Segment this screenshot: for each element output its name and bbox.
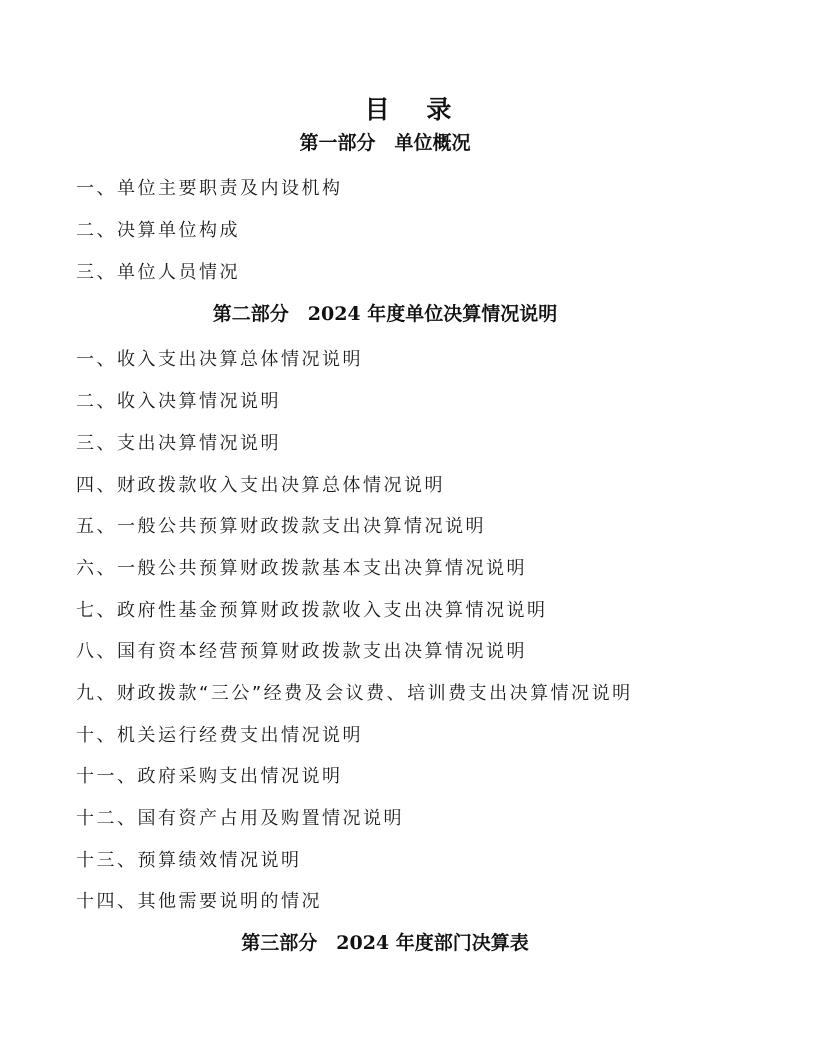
- toc-item: 四、财政拨款收入支出决算总体情况说明: [76, 475, 445, 496]
- toc-item: 二、收入决算情况说明: [76, 391, 281, 412]
- toc-title: 目 录: [364, 95, 466, 124]
- toc-item: 八、国有资本经营预算财政拨款支出决算情况说明: [76, 641, 527, 662]
- toc-item: 一、收入支出决算总体情况说明: [76, 349, 363, 370]
- part3-heading: 第三部分 2024 年度部门决算表: [241, 932, 529, 954]
- toc-item: 三、支出决算情况说明: [76, 433, 281, 454]
- toc-item: 十二、国有资产占用及购置情况说明: [76, 808, 404, 829]
- toc-item: 十一、政府采购支出情况说明: [76, 766, 343, 787]
- toc-item: 十四、其他需要说明的情况: [76, 891, 322, 912]
- toc-item: 一、单位主要职责及内设机构: [76, 178, 343, 199]
- toc-item: 十、机关运行经费支出情况说明: [76, 725, 363, 746]
- toc-item: 五、一般公共预算财政拨款支出决算情况说明: [76, 516, 486, 537]
- part2-heading: 第二部分 2024 年度单位决算情况说明: [212, 303, 558, 325]
- toc-item: 二、决算单位构成: [76, 220, 240, 241]
- toc-item: 六、一般公共预算财政拨款基本支出决算情况说明: [76, 558, 527, 579]
- toc-item: 七、政府性基金预算财政拨款收入支出决算情况说明: [76, 600, 548, 621]
- toc-item: 三、单位人员情况: [76, 262, 240, 283]
- toc-item: 九、财政拨款“三公”经费及会议费、培训费支出决算情况说明: [76, 683, 633, 704]
- toc-item: 十三、预算绩效情况说明: [76, 850, 302, 871]
- part1-heading: 第一部分 单位概况: [299, 132, 471, 154]
